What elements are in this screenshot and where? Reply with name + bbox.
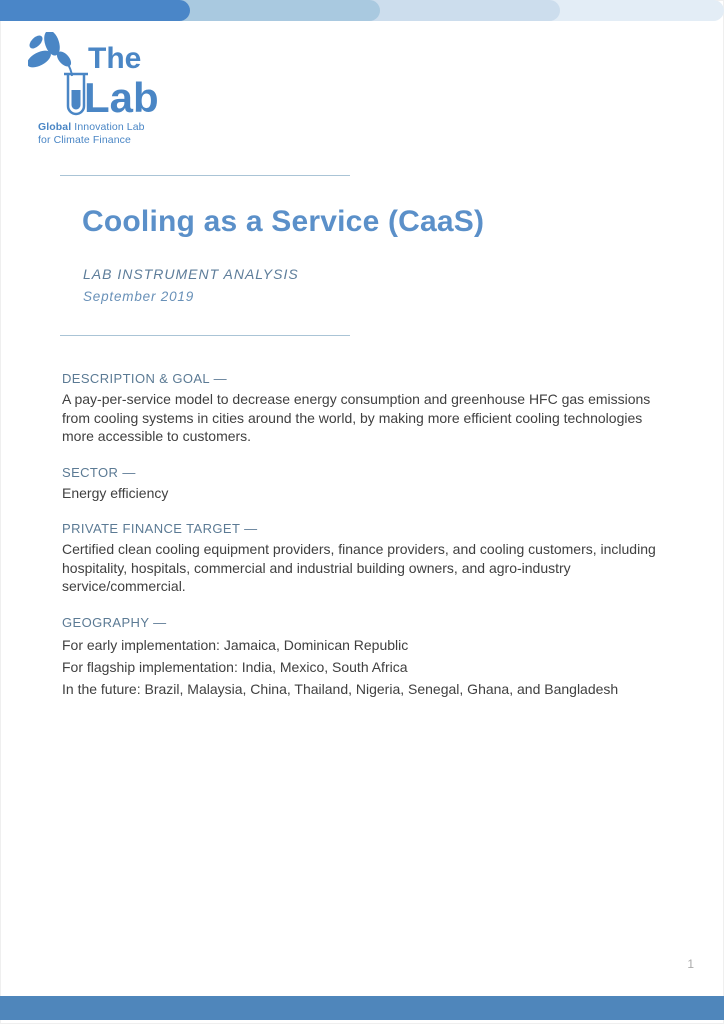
- logo-tagline-line1: [38, 121, 145, 134]
- document-body: [62, 371, 677, 700]
- document-date: September 2019: [83, 289, 195, 304]
- decoration-bar-dark: [0, 0, 190, 21]
- section-heading-private-finance-target: PRIVATE FINANCE TARGET —: [62, 521, 258, 536]
- divider-line-bottom: [60, 335, 350, 336]
- logo-word-the: The: [88, 42, 142, 75]
- logo-word-lab: Lab: [84, 74, 159, 120]
- divider-line-top: [60, 175, 350, 176]
- lab-logo: [28, 32, 198, 146]
- lab-logo-icon: [28, 32, 198, 120]
- document-title: Cooling as a Service (CaaS): [82, 205, 485, 238]
- geography-early-implementation: For early implementation: Jamaica, Dominican Republic: [62, 636, 409, 653]
- logo-tagline-line2: for Climate Finance: [38, 134, 131, 146]
- page-number: 1: [687, 957, 694, 971]
- section-body-description-goal: A pay-per-service model to decrease energy consumption and greenhouse HFC gas emissions from cooling systems in cities around the world, by making more efficient cooling technologies more accessible to customers.: [62, 391, 651, 444]
- section-heading-description-goal: DESCRIPTION & GOAL —: [62, 371, 227, 386]
- geography-flagship-implementation: For flagship implementation: India, Mexico, South Africa: [62, 658, 408, 675]
- header-decoration-bars: [0, 0, 724, 21]
- document-subtitle: LAB INSTRUMENT ANALYSIS: [83, 266, 299, 282]
- logo-tagline: [38, 121, 145, 147]
- logo-tagline-global: Global: [38, 121, 72, 133]
- section-body-private-finance-target: Certified clean cooling equipment providers, finance providers, and cooling customers, including hospitality, hospitals, commercial and industrial building owners, and agro-industry service/commercial.: [62, 541, 656, 594]
- footer-decoration-bar: [0, 996, 724, 1020]
- section-body-sector: Energy efficiency: [62, 484, 169, 501]
- test-tube-liquid: [72, 90, 81, 110]
- section-heading-sector: SECTOR —: [62, 464, 136, 480]
- geography-future: In the future: Brazil, Malaysia, China, Thailand, Nigeria, Senegal, Ghana, and Bangladesh: [62, 680, 619, 697]
- logo-tagline-innovation-lab: Innovation Lab: [71, 121, 145, 133]
- section-heading-geography: GEOGRAPHY —: [62, 614, 167, 630]
